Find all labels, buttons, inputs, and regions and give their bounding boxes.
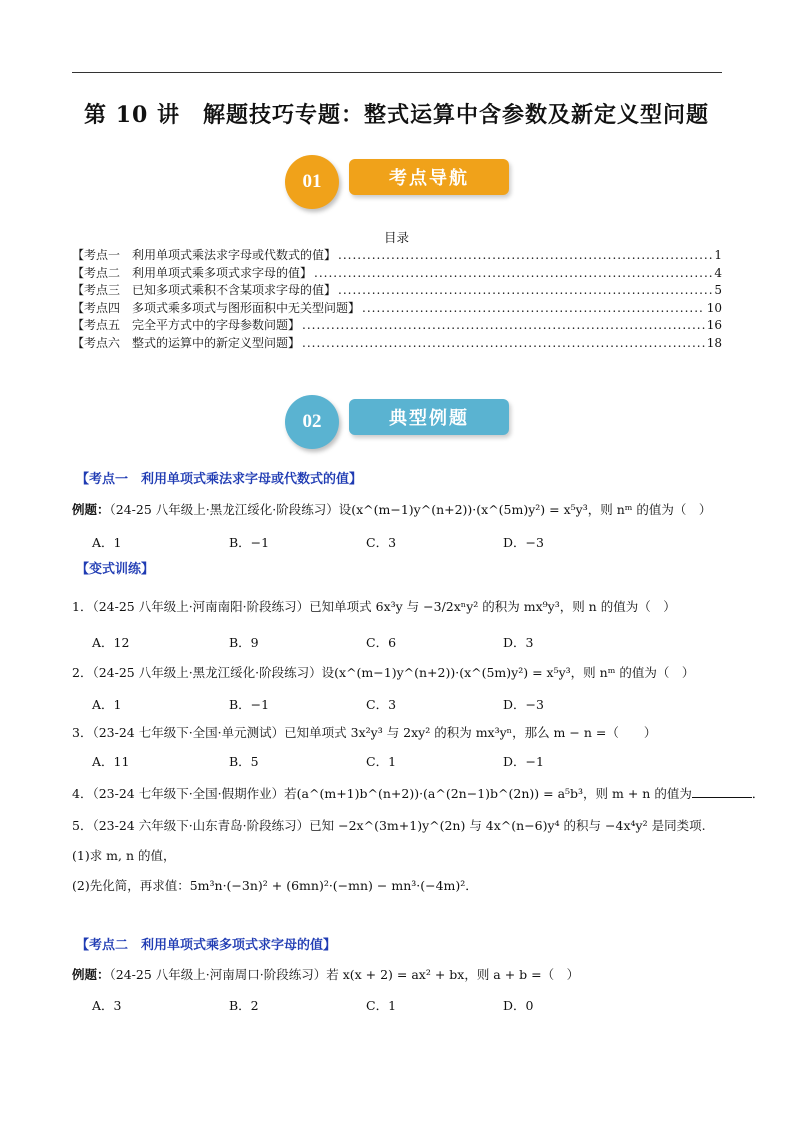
toc-item[interactable]: 【考点五 完全平方式中的字母参数问题】 ..... 16 xyxy=(72,316,722,334)
answer-options: A．1 B．−1 C．3 D．−3 xyxy=(92,697,544,712)
question-3: 3．（23-24 七年级下·全国·单元测试）已知单项式 3x²y³ 与 2xy² 的积为 mx³yⁿ，那么 m − n =（ ） xyxy=(72,725,657,740)
badge-number: 02 xyxy=(285,395,339,449)
question-5: 5．（23-24 六年级下·山东青岛·阶段练习）已知 −2x^(3m+1)y^(2n) 与 4x^(n−6)y⁴ 的积与 −4x⁴y² 是同类项. xyxy=(72,818,706,833)
question-1: 1．（24-25 八年级上·河南南阳·阶段练习）已知单项式 6x³y 与 −3/2xⁿy² 的积为 mx⁹y³，则 n 的值为（ ） xyxy=(72,599,676,614)
table-of-contents xyxy=(72,246,722,352)
section-title: 【考点二 利用单项式乘多项式求字母的值】 xyxy=(76,938,337,953)
toc-item[interactable]: 【考点一 利用单项式乘法求字母或代数式的值】 ..... 1 xyxy=(72,246,722,264)
example-question: 例题：（24-25 八年级上·黑龙江绥化·阶段练习）设(x^(m−1)y^(n+2))·(x^(5m)y²) = x⁵y³，则 nᵐ 的值为（ ） xyxy=(72,502,712,517)
example-question: 例题：（24-25 八年级上·河南周口·阶段练习）若 x(x + 2) = ax² + bx，则 a + b =（ ） xyxy=(72,967,580,982)
section-badge-02 xyxy=(285,395,525,449)
answer-options: A．12 B．9 C．6 D．3 xyxy=(92,635,534,650)
question-5-part-1: (1)求 m, n 的值， xyxy=(72,848,176,863)
variant-title: 【变式训练】 xyxy=(76,562,155,577)
answer-blank[interactable] xyxy=(692,785,752,798)
toc-item[interactable]: 【考点四 多项式乘多项式与图形面积中无关型问题】 ..... 10 xyxy=(72,299,722,317)
toc-item[interactable]: 【考点二 利用单项式乘多项式求字母的值】 ..... 4 xyxy=(72,264,722,282)
question-5-part-2: (2)先化简，再求值：5m³n·(−3n)² + (6mn)²·(−mn) − mn³·(−4m)²． xyxy=(72,878,478,893)
answer-options: A．11 B．5 C．1 D．−1 xyxy=(92,754,544,769)
badge-label: 典型例题 xyxy=(349,399,509,435)
question-4: 4．（23-24 七年级下·全国·假期作业）若(a^(m+1)b^(n+2))·(a^(2n−1)b^(2n)) = a⁵b³，则 m + n 的值为 ． xyxy=(72,786,765,801)
badge-label: 考点导航 xyxy=(349,159,509,195)
answer-options: A．1 B．−1 C．3 D．−3 xyxy=(92,535,544,550)
badge-number: 01 xyxy=(285,155,339,209)
answer-options: A．3 B．2 C．1 D．0 xyxy=(92,998,534,1013)
toc-item[interactable]: 【考点三 已知多项式乘积不含某项求字母的值】 ..... 5 xyxy=(72,281,722,299)
page-title: 第 10 讲 解题技巧专题：整式运算中含参数及新定义型问题 xyxy=(84,102,709,128)
header-rule xyxy=(72,72,722,73)
section-title: 【考点一 利用单项式乘法求字母或代数式的值】 xyxy=(76,472,363,487)
section-badge-01 xyxy=(285,155,525,209)
toc-heading: 目录 xyxy=(383,230,409,245)
toc-item[interactable]: 【考点六 整式的运算中的新定义型问题】 ..... 18 xyxy=(72,334,722,352)
question-2: 2．（24-25 八年级上·黑龙江绥化·阶段练习）设(x^(m−1)y^(n+2))·(x^(5m)y²) = x⁵y³，则 nᵐ 的值为（ ） xyxy=(72,665,695,680)
